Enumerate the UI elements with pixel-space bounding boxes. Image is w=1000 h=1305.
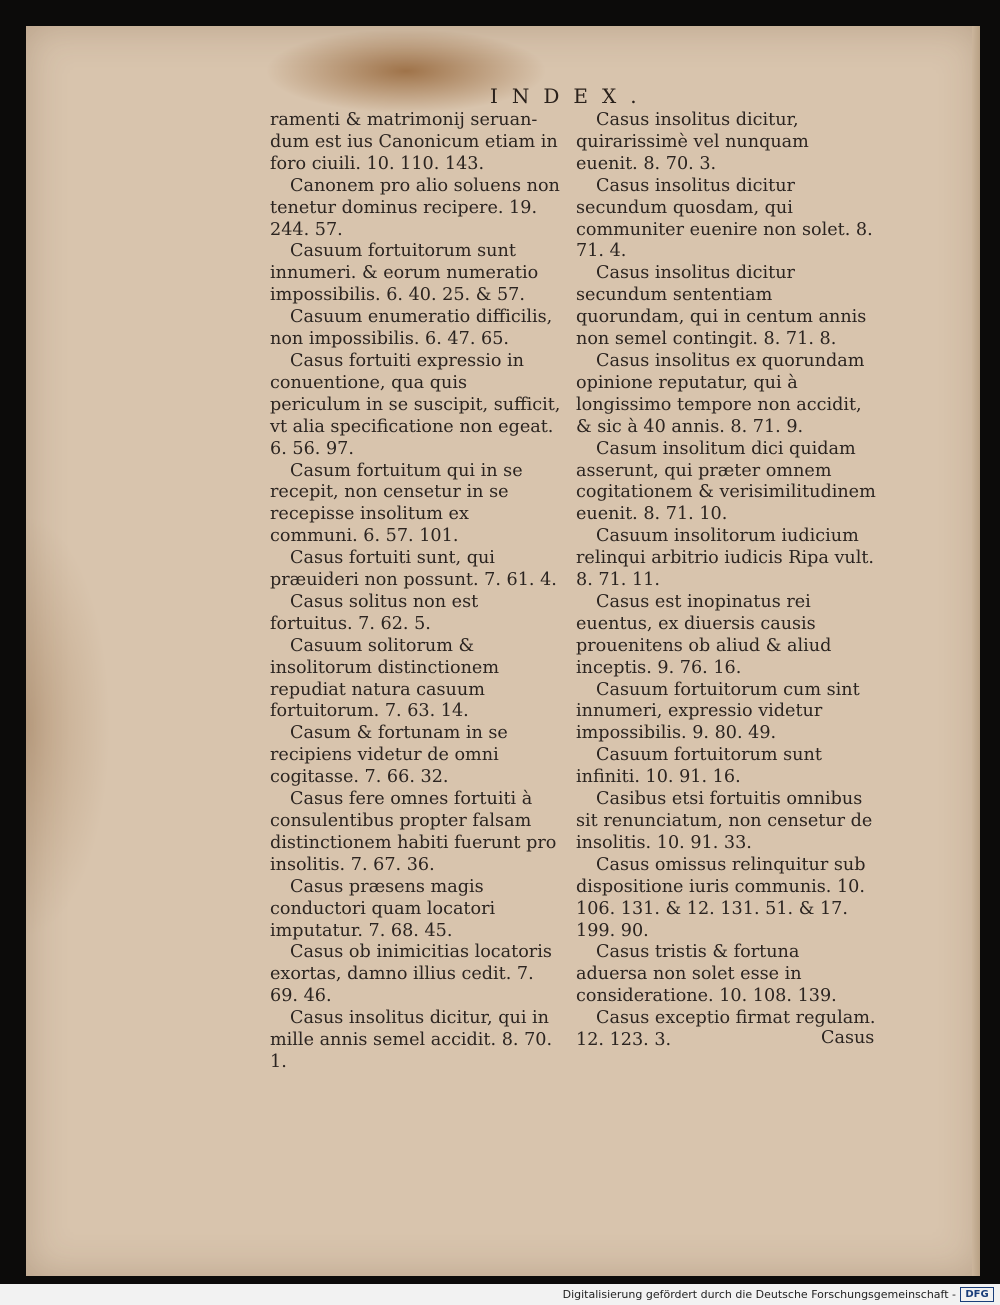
index-entry: Canonem pro alio soluens non tenetur dominus recipere. 19. 244. 57. [270,175,560,240]
index-entry: Casuum fortuitorum cum sint innumeri, expressio videtur impossibilis. 9. 80. 49. [576,679,860,744]
right-column [576,110,876,1052]
index-entry: Casuum fortuitorum sunt innumeri. & eorum numeratio impossibilis. 6. 40. 25. & 57. [270,241,539,306]
page-edge [972,26,980,1276]
index-entry: ramenti & matrimonij seruan-dum est ius Canonicum etiam in foro ciuili. 10. 110. 143. [270,110,558,174]
catchword: Casus [821,1028,875,1048]
index-entry: Casus solitus non est fortuitus. 7. 62. 5. [270,591,479,634]
footer-bar [0,1284,1000,1305]
index-entry: Casus omissus relinquitur sub dispositione iuris communis. 10. 106. 131. & 12. 131. 51. & 17. 199. 90. [576,854,866,941]
index-entry: Casuum enumeratio difficilis, non impossibilis. 6. 47. 65. [270,307,553,350]
index-entry: Casus ob inimicitias locatoris exortas, damno illius cedit. 7. 69. 46. [270,942,552,1007]
index-entry: Casus fortuiti sunt, qui præuideri non possunt. 7. 61. 4. [270,548,557,591]
index-entry: Casus insolitus dicitur, qui in mille annis semel accidit. 8. 70. 1. [270,1008,553,1072]
index-entry: Casibus etsi fortuitis omnibus sit renunciatum, non censetur de insolitis. 10. 91. 33. [576,789,873,853]
index-entry: Casum fortuitum qui in se recepit, non censetur in se recepisse insolitum ex communi. 6. 57. 101. [270,460,523,547]
index-entry: Casus præsens magis conductori quam locatori imputatur. 7. 68. 45. [270,876,496,941]
index-entry: Casus insolitus dicitur, quirarissimè vel nunquam euenit. 8. 70. 3. [576,110,809,174]
index-entry: Casus fere omnes fortuiti à consulentibus propter falsam distinctionem habiti fuerunt pro insolitis. 7. 67. 36. [270,789,557,875]
index-entry: Casus est inopinatus rei euentus, ex diuersis causis prouenitens ob aliud & aliud inceptis. 9. 76. 16. [576,591,832,678]
index-entry: Casus insolitus ex quorundam opinione reputatur, qui à longissimo tempore non accidit, & sic à 40 annis. 8. 71. 9. [576,350,865,437]
index-entry: Casus insolitus dicitur secundum quosdam, qui communiter euenire non solet. 8. 71. 4. [576,175,873,262]
index-entry: Casus tristis & fortuna aduersa non solet esse in consideratione. 10. 108. 139. [576,942,837,1007]
index-entry: Casus exceptio firmat regulam. 12. 123. 3. [576,1008,876,1051]
left-column [270,110,562,1074]
page-header: INDEX. [490,84,651,108]
index-entry: Casuum insolitorum iudicium relinqui arbitrio iudicis Ripa vult. 8. 71. 11. [576,526,875,591]
dfg-logo: DFG [960,1287,994,1302]
index-entry: Casum insolitum dici quidam asserunt, qui præter omnem cogitationem & verisimilitudinem euenit. 8. 71. 10. [576,438,876,525]
index-entry: Casus insolitus dicitur secundum sententiam quorundam, qui in centum annis non semel contingit. 8. 71. 8. [576,263,867,350]
index-entry: Casuum solitorum & insolitorum distinctionem repudiat natura casuum fortuitorum. 7. 63. 14. [270,635,500,722]
index-entry: Casum & fortunam in se recipiens videtur de omni cogitasse. 7. 66. 32. [270,723,508,788]
book-page [26,26,980,1276]
footer-text: Digitalisierung gefördert durch die Deutsche Forschungsgemeinschaft - [562,1288,956,1301]
index-entry: Casuum fortuitorum sunt infiniti. 10. 91. 16. [576,745,822,788]
index-entry: Casus fortuiti expressio in conuentione, qua quis periculum in se suscipit, sufficit, vt alia specificatione non egeat. 6. 56. 97. [270,350,561,459]
